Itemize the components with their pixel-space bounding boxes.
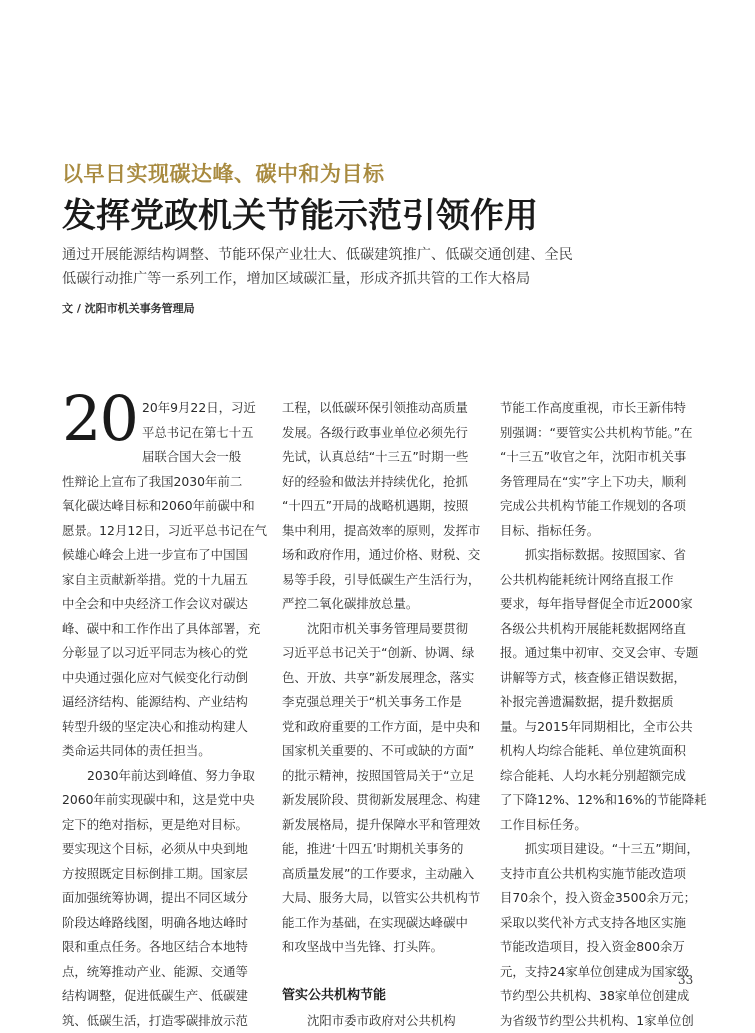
body-text-line: 抓实指标数据。按照国家、省 [500, 543, 690, 568]
body-text-line: 完成公共机构节能工作规划的各项 [500, 494, 690, 519]
body-text-line: 别强调：“要管实公共机构节能。”在 [500, 421, 690, 446]
body-text-line: 机构人均综合能耗、单位建筑面积 [500, 739, 690, 764]
body-text-line: 分彰显了以习近平同志为核心的党 [62, 641, 252, 666]
body-text-line: 阶段达峰路线图，明确各地达峰时 [62, 911, 252, 936]
body-text-line: 为省级节约型公共机构、1家单位创 [500, 1009, 690, 1033]
body-text-line: 家自主贡献新举措。党的十九届五 [62, 568, 252, 593]
deck-line: 低碳行动推广等一系列工作，增加区域碳汇量，形成齐抓共管的工作大格局 [62, 267, 702, 291]
body-text-line: 报。通过集中初审、交叉会审、专题 [500, 641, 690, 666]
body-text-line: 工程，以低碳环保引领推动高质量 [282, 396, 472, 421]
body-text-line: 集中利用，提高效率的原则，发挥市 [282, 519, 472, 544]
body-text-line: 类命运共同体的责任担当。 [62, 739, 252, 764]
body-text-line: 限和重点任务。各地区结合本地特 [62, 935, 252, 960]
body-text-line: 量。与2015年同期相比，全市公共 [500, 715, 690, 740]
body-text-line: 中央通过强化应对气候变化行动倒 [62, 666, 252, 691]
body-text-line: 工作目标任务。 [500, 813, 690, 838]
body-text-line: 和攻坚战中当先锋、打头阵。 [282, 935, 472, 960]
body-text-line: 抓实项目建设。“十三五”期间， [500, 837, 690, 862]
body-text-line: 逼经济结构、能源结构、产业结构 [62, 690, 252, 715]
body-text-line: 平总书记在第七十五 [62, 421, 252, 446]
body-text-line: 20年9月22日，习近 [62, 396, 252, 421]
body-text-line: “十三五”收官之年，沈阳市机关事 [500, 445, 690, 470]
body-text-line: 沈阳市委市政府对公共机构 [282, 1009, 472, 1033]
body-text-line: 候雄心峰会上进一步宣布了中国国 [62, 543, 252, 568]
article-headline: 发挥党政机关节能示范引领作用 [62, 188, 538, 237]
body-text-line: 国家机关重要的、不可或缺的方面” [282, 739, 472, 764]
body-text-line: 新发展格局，提升保障水平和管理效 [282, 813, 472, 838]
article-byline: 文 / 沈阳市机关事务管理局 [62, 300, 195, 316]
body-text-line: 易等手段，引导低碳生产生活行为， [282, 568, 472, 593]
body-column-1 [62, 396, 252, 1033]
deck-line: 通过开展能源结构调整、节能环保产业壮大、低碳建筑推广、低碳交通创建、全民 [62, 243, 702, 267]
body-text-line: 要求，每年指导督促全市近2000家 [500, 592, 690, 617]
body-text-line: 氧化碳达峰目标和2060年前碳中和 [62, 494, 252, 519]
body-text-line: 公共机构能耗统计网络直报工作 [500, 568, 690, 593]
body-text-line: 节约型公共机构、38家单位创建成 [500, 984, 690, 1009]
body-text-line: 采取以奖代补方式支持各地区实施 [500, 911, 690, 936]
body-text-line: 讲解等方式，核查修正错误数据， [500, 666, 690, 691]
body-text-line: 2060年前实现碳中和，这是党中央 [62, 788, 252, 813]
body-text-line: 节能改造项目，投入资金800余万 [500, 935, 690, 960]
body-text-line: 节能工作高度重视，市长王新伟特 [500, 396, 690, 421]
body-text-line: 能工作为基础，在实现碳达峰碳中 [282, 911, 472, 936]
body-column-2 [282, 396, 472, 1033]
body-text-line: 筑、低碳生活，打造零碳排放示范 [62, 1009, 252, 1033]
body-text-line: 面加强统筹协调，提出不同区域分 [62, 886, 252, 911]
section-subhead: 管实公共机构节能 [282, 984, 472, 1009]
body-text-line: 支持市直公共机构实施节能改造项 [500, 862, 690, 887]
body-column-3 [500, 396, 690, 1033]
drop-cap: 20 [62, 384, 137, 454]
body-text-line: 届联合国大会一般 [62, 445, 252, 470]
body-text-line: 场和政府作用，通过价格、财税、交 [282, 543, 472, 568]
body-text-line: 发展。各级行政事业单位必须先行 [282, 421, 472, 446]
body-text-line: 能，推进‘十四五’时期机关事务的 [282, 837, 472, 862]
body-text-line: 各级公共机构开展能耗数据网络直 [500, 617, 690, 642]
body-text-line: 党和政府重要的工作方面，是中央和 [282, 715, 472, 740]
body-text-line: 2030年前达到峰值、努力争取 [62, 764, 252, 789]
body-text-line: 习近平总书记关于“创新、协调、绿 [282, 641, 472, 666]
body-text-line: 元，支持24家单位创建成为国家级 [500, 960, 690, 985]
body-text-line: 峰、碳中和工作作出了具体部署，充 [62, 617, 252, 642]
body-text-line: 目标、指标任务。 [500, 519, 690, 544]
body-text-line: 结构调整，促进低碳生产、低碳建 [62, 984, 252, 1009]
body-text-line: 色、开放、共享”新发展理念，落实 [282, 666, 472, 691]
page-number: 33 [678, 973, 693, 987]
body-text-line: 务管理局在“实”字上下功夫，顺利 [500, 470, 690, 495]
body-text-line: 愿景。12月12日，习近平总书记在气 [62, 519, 252, 544]
body-text-line: 大局、服务大局，以管实公共机构节 [282, 886, 472, 911]
body-text-line: 综合能耗、人均水耗分别超额完成 [500, 764, 690, 789]
body-text-line: 李克强总理关于“机关事务工作是 [282, 690, 472, 715]
body-text-line: 点，统筹推动产业、能源、交通等 [62, 960, 252, 985]
body-text-line: 沈阳市机关事务管理局要贯彻 [282, 617, 472, 642]
body-text-line: 要实现这个目标，必须从中央到地 [62, 837, 252, 862]
body-text-line: 严控二氧化碳排放总量。 [282, 592, 472, 617]
body-text-line: “十四五”开局的战略机遇期，按照 [282, 494, 472, 519]
body-text-line: 方按照既定目标倒排工期。国家层 [62, 862, 252, 887]
body-text-line: 了下降12%、12%和16%的节能降耗 [500, 788, 690, 813]
body-text-line: 先试，认真总结“十三五”时期一些 [282, 445, 472, 470]
body-text-line: 新发展阶段、贯彻新发展理念、构建 [282, 788, 472, 813]
body-text-line: 好的经验和做法并持续优化，抢抓 [282, 470, 472, 495]
body-text-line: 的批示精神，按照国管局关于“立足 [282, 764, 472, 789]
body-text-line: 补报完善遗漏数据，提升数据质 [500, 690, 690, 715]
body-text-line: 定下的绝对指标，更是绝对目标。 [62, 813, 252, 838]
body-text-line: 高质量发展”的工作要求，主动融入 [282, 862, 472, 887]
article-kicker: 以早日实现碳达峰、碳中和为目标 [62, 158, 385, 188]
body-text-line: 中全会和中央经济工作会议对碳达 [62, 592, 252, 617]
article-deck [62, 243, 702, 291]
body-text-line: 性辩论上宣布了我国2030年前二 [62, 470, 252, 495]
body-text-line: 转型升级的坚定决心和推动构建人 [62, 715, 252, 740]
body-text-line: 目70余个，投入资金3500余万元； [500, 886, 690, 911]
